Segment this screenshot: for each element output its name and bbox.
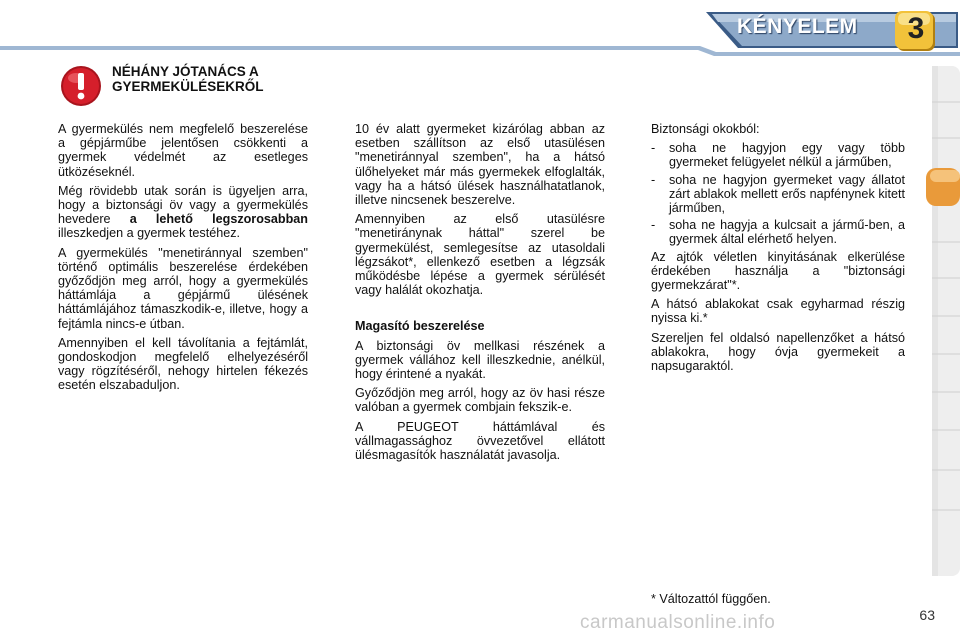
- paragraph: A gyermekülés "menetiránnyal szemben" történő optimális beszerelése érdekében győződjön meg arról, hogy a gyermekülés háttámlája a gépjármű ülésének háttámlájához támaszkodik-e, illetve, hogy a fejtámla nincs-e útban.: [58, 245, 308, 331]
- text-column-2: [355, 122, 605, 467]
- paragraph: A hátsó ablakokat csak egyharmad részig nyissa ki.*: [651, 297, 905, 326]
- paragraph: Biztonsági okokból:: [651, 122, 760, 136]
- paragraph-text: illeszkedjen a gyermek testéhez.: [58, 226, 241, 241]
- warning-icon: [60, 65, 102, 107]
- watermark: carmanualsonline.info: [580, 612, 776, 633]
- paragraph-text: Még rövidebb utak során is ügyeljen arra, hogy a biztonsági öv vagy a gyermekülés hevedere: [58, 183, 308, 227]
- paragraph: A gyermekülés nem megfelelő beszerelése a gépjárműbe jelentősen csökkenti a gyermek védelmét az esetleges ütközéseknél.: [58, 122, 308, 179]
- paragraph-emphasis: a lehető legszorosabban: [129, 212, 308, 227]
- section-title-line2: GYERMEKÜLÉSEKRŐL: [112, 79, 264, 94]
- list-item-text: soha ne hagyja a kulcsait a jármű-ben, a gyermek által elérhető helyen.: [669, 218, 905, 247]
- footnote: * Változattól függően.: [651, 592, 771, 606]
- paragraph: Amennyiben az első utasülésre "menetiránynak háttal" szerel be gyermekülést, semlegesítse az utasoldali légzsákot*, ellenkező esetben a légzsák működésbe lépése a gyermek sérülését vagy halálát okozhatja.: [355, 212, 605, 298]
- list-item-text: soha ne hagyjon gyermeket vagy állatot zárt ablakok mellett erős napfénynek kitett járműben,: [669, 172, 905, 216]
- paragraph: 10 év alatt gyermeket kizárólag abban az esetben szállítson az első utasülésen "menetiránnyal szemben", ha a hátsó ülőhelyeket már más gyermekek elfoglalták, vagy ha a hátsó ülések használhatatlanok, illetve nincsenek beszerelve.: [355, 122, 605, 208]
- subsection-heading: Magasító beszerelése: [355, 319, 485, 334]
- text-column-1: [58, 122, 308, 398]
- list-item: - soha ne hagyjon egy vagy több gyermeket felügyelet nélkül a járműben,: [651, 141, 905, 170]
- list-item: - soha ne hagyja a kulcsait a jármű-ben, a gyermek által elérhető helyen.: [651, 218, 905, 247]
- list-item-text: soha ne hagyjon egy vagy több gyermeket felügyelet nélkül a járműben,: [669, 141, 905, 170]
- section-title: [112, 64, 342, 94]
- paragraph: Az ajtók véletlen kinyitásának elkerülése érdekében használja a "biztonsági gyermekzárat"*.: [651, 249, 905, 293]
- text-column-3: [651, 122, 905, 378]
- chapter-title: KÉNYELEM: [737, 15, 858, 38]
- chapter-number: 3: [907, 12, 925, 45]
- paragraph: [58, 184, 308, 241]
- paragraph: Amennyiben el kell távolítania a fejtámlát, gondoskodjon megfelelő elhelyezéséről vagy rögzítéséről, nehogy hirtelen fékezés esetén elszabaduljon.: [58, 335, 308, 393]
- paragraph: A biztonsági öv mellkasi részének a gyermek vállához kell illeszkednie, anélkül, hogy érintené a nyakát.: [355, 338, 605, 382]
- page-number: 63: [919, 607, 935, 623]
- section-title-line1: NÉHÁNY JÓTANÁCS A: [112, 64, 259, 79]
- chapter-index-tabs: [926, 66, 960, 576]
- paragraph: Győződjön meg arról, hogy az öv hasi része valóban a gyermek combjain fekszik-e.: [355, 386, 605, 415]
- paragraph: Szereljen fel oldalsó napellenzőket a hátsó ablakokra, hogy óvja gyermekeit a napsugaraktól.: [651, 330, 905, 374]
- paragraph: A PEUGEOT háttámlával és vállmagassághoz övvezetővel ellátott ülésmagasítók használatát javasolja.: [355, 419, 605, 463]
- list-item: - soha ne hagyjon gyermeket vagy állatot zárt ablakok mellett erős napfénynek kitett járműben,: [651, 172, 905, 216]
